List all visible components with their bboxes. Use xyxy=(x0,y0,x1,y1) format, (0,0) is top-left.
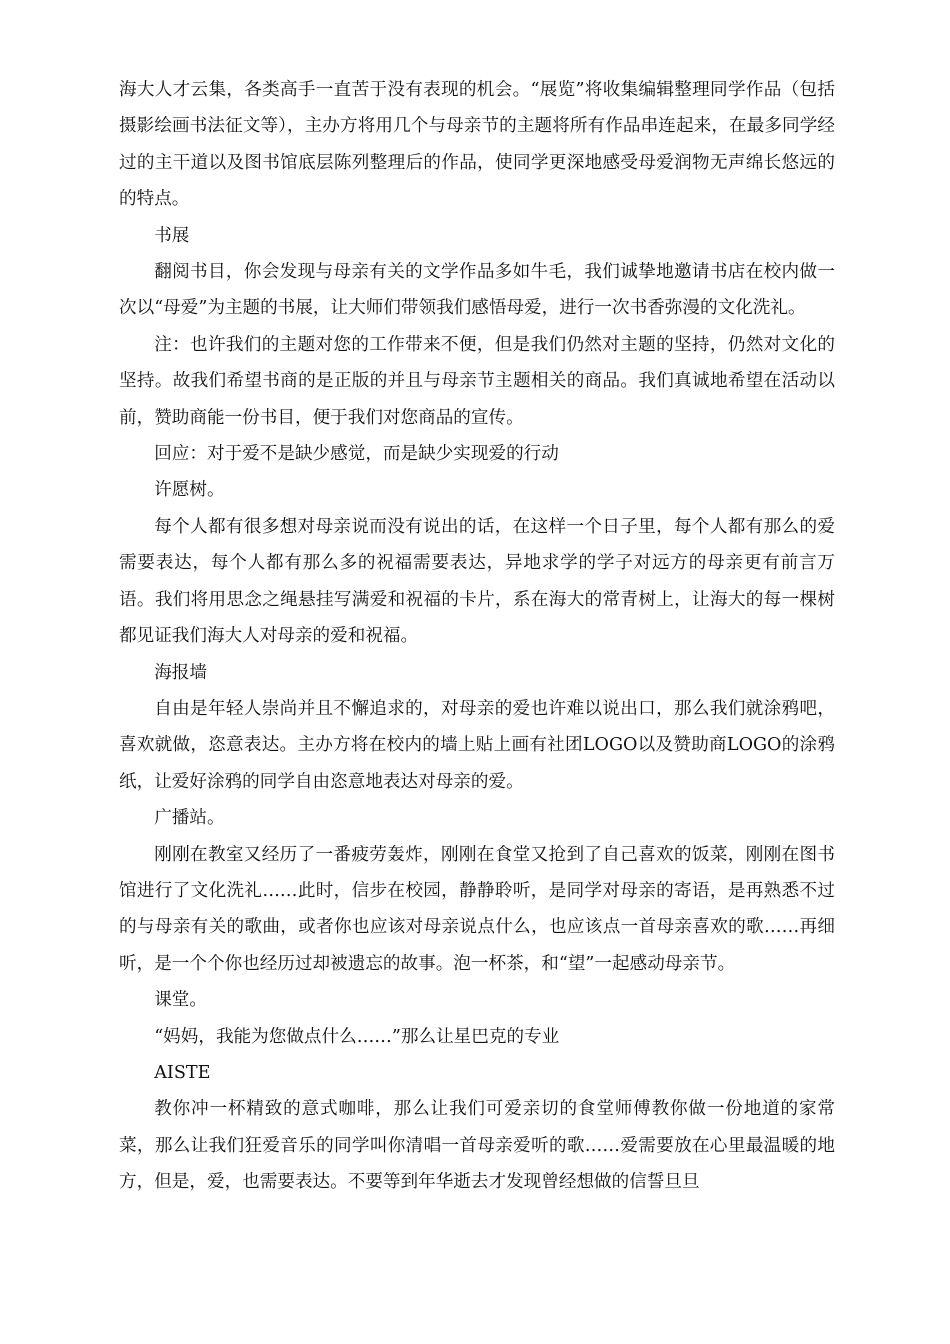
heading-classroom: 课堂。 xyxy=(154,990,207,1011)
document-body xyxy=(119,72,835,1201)
paragraph-aiste: AISTE xyxy=(154,1062,211,1083)
paragraph-response: 回应：对于爱不是缺少感觉，而是缺少实现爱的行动 xyxy=(154,444,559,465)
paragraph-wishing-tree: 每个人都有很多想对母亲说而没有说出的话，在这样一个日子里，每个人都有那么的爱需要表达，每个人都有那么多的祝福需要表达，异地求学的学子对远方的母亲更有前言万语。我们将用思念之绳悬挂写满爱和祝福的卡片，系在海大的常青树上，让海大的每一棵树都见证我们海大人对母亲的爱和祝福。 xyxy=(119,516,835,647)
paragraph-book-exhibition: 翻阅书目，你会发现与母亲有关的文学作品多如牛毛，我们诚挚地邀请书店在校内做一次以“母爱”为主题的书展，让大师们带领我们感悟母爱，进行一次书香弥漫的文化洗礼。 xyxy=(119,262,835,319)
heading-book-exhibition: 书展 xyxy=(154,225,190,246)
heading-radio-station: 广播站。 xyxy=(154,808,225,829)
heading-wishing-tree: 许愿树。 xyxy=(154,480,225,501)
paragraph-classroom-intro: “妈妈，我能为您做点什么……”那么让星巴克的专业 xyxy=(154,1026,560,1047)
paragraph-classroom-body: 教你冲一杯精致的意式咖啡，那么让我们可爱亲切的食堂师傅教你做一份地道的家常菜，那么让我们狂爱音乐的同学叫你清唱一首母亲爱听的歌……爱需要放在心里最温暖的地方，但是，爱，也需要表达。不要等到年华逝去才发现曾经想做的信誓旦旦 xyxy=(119,1099,835,1193)
paragraph-poster-wall: 自由是年轻人崇尚并且不懈追求的，对母亲的爱也许难以说出口，那么我们就涂鸦吧，喜欢就做，恣意表达。主办方将在校内的墙上贴上画有社团LOGO以及赞助商LOGO的涂鸦纸，让爱好涂鸦的同学自由恣意地表达对母亲的爱。 xyxy=(119,698,835,792)
paragraph-exhibition-description: 海大人才云集，各类高手一直苦于没有表现的机会。“展览”将收集编辑整理同学作品（包括摄影绘画书法征文等），主办方将用几个与母亲节的主题将所有作品串连起来，在最多同学经过的主干道以及图书馆底层陈列整理后的作品，使同学更深地感受母爱润物无声绵长悠远的的特点。 xyxy=(119,80,835,210)
heading-poster-wall: 海报墙 xyxy=(154,662,207,683)
paragraph-note: 注：也许我们的主题对您的工作带来不便，但是我们仍然对主题的坚持，仍然对文化的坚持。故我们希望书商的是正版的并且与母亲节主题相关的商品。我们真诚地希望在活动以前，赞助商能一份书目，便于我们对您商品的宣传。 xyxy=(119,334,835,428)
paragraph-radio-station: 刚刚在教室又经历了一番疲劳轰炸，刚刚在食堂又抢到了自己喜欢的饭菜，刚刚在图书馆进行了文化洗礼……此时，信步在校园，静静聆听，是同学对母亲的寄语，是再熟悉不过的与母亲有关的歌曲，或者你也应该对母亲说点什么，也应该点一首母亲喜欢的歌……再细听，是一个个你也经历过却被遗忘的故事。泡一杯茶，和“望”一起感动母亲节。 xyxy=(119,844,835,974)
